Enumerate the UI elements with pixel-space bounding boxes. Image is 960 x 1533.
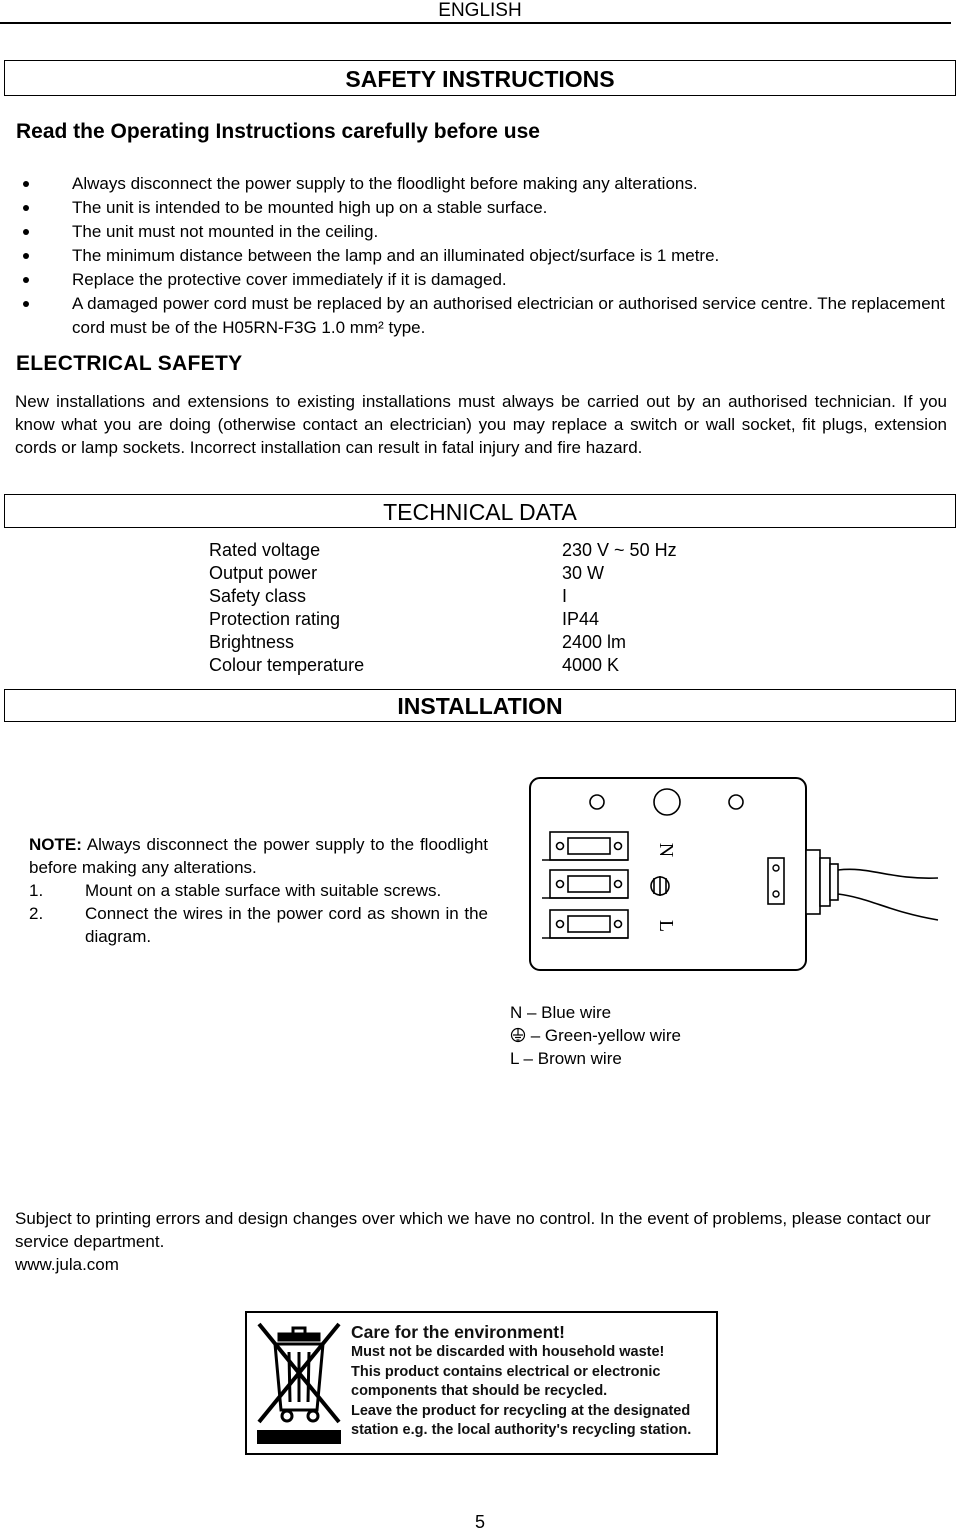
table-row: Colour temperature 4000 K	[209, 655, 620, 675]
technical-title-box	[4, 494, 956, 528]
earth-symbol-icon	[510, 1027, 526, 1043]
installation-title-box	[4, 689, 956, 722]
safety-title-box	[4, 60, 956, 96]
power-cord	[838, 869, 938, 878]
list-item: The unit is intended to be mounted high up on a stable surface.	[20, 196, 950, 220]
safety-subtitle: Read the Operating Instructions carefully before use	[16, 120, 540, 143]
list-item: 1. Mount on a stable surface with suitable screws.	[29, 881, 442, 900]
table-row: Brightness 2400 lm	[209, 632, 627, 652]
bullet-icon	[23, 277, 29, 283]
technical-title: TECHNICAL DATA	[383, 499, 577, 525]
list-item: 2. Connect the wires in the power cord as shown in the diagram.	[29, 904, 488, 946]
terminal-label-l: L	[655, 919, 677, 933]
list-item: Replace the protective cover immediately if it is damaged.	[20, 268, 950, 292]
crossed-bin-icon	[253, 1318, 345, 1448]
electrical-safety-title: ELECTRICAL SAFETY	[16, 352, 243, 375]
disclaimer	[15, 1207, 950, 1276]
bullet-icon	[23, 229, 29, 235]
note-label: NOTE:	[29, 835, 82, 854]
table-row: Output power 30 W	[209, 563, 605, 583]
list-item: A damaged power cord must be replaced by an authorised electrician or authorised service centre. The replacement cord must be of the H05RN-F3G 1.0 mm² type.	[20, 292, 950, 340]
bullet-icon	[23, 301, 29, 307]
wiring-diagram	[520, 770, 940, 990]
electrical-safety-text: New installations and extensions to existing installations must always be carried out by an authorised technician. If you know what you are doing (otherwise contact an electrician) you may replace a switch or wall socket, fit plugs, extension cords or lamp sockets. Incorrect installation can result in fatal injury and fire hazard.	[15, 392, 947, 457]
legend-item: L – Brown wire	[510, 1049, 622, 1068]
header-rule	[0, 22, 951, 24]
list-item: The minimum distance between the lamp and an illuminated object/surface is 1 metre.	[20, 244, 950, 268]
table-row: Protection rating IP44	[209, 609, 600, 629]
legend-item: N – Blue wire	[510, 1003, 612, 1022]
page-number: 5	[474, 1512, 485, 1532]
terminal-label-n: N	[655, 842, 677, 858]
cable-gland	[806, 850, 838, 914]
safety-title: SAFETY INSTRUCTIONS	[345, 66, 615, 92]
environment-title: Care for the environment!	[351, 1322, 565, 1342]
installation-title: INSTALLATION	[397, 693, 563, 719]
bullet-icon	[23, 205, 29, 211]
website-link[interactable]: www.jula.com	[15, 1255, 119, 1274]
environment-text: Care for the environment! Must not be discarded with household waste! This product contains electrical or electronic components that should be recycled. Leave the product for recycling at the designated station e.g. the local authority's recycling station.	[351, 1321, 711, 1441]
legend-item: – Green-yellow wire	[510, 1024, 681, 1047]
list-item: The unit must not mounted in the ceiling.	[20, 220, 950, 244]
wire-legend	[510, 1001, 681, 1070]
list-item: Always disconnect the power supply to the floodlight before making any alterations.	[20, 172, 950, 196]
installation-notes	[29, 833, 488, 948]
table-row: Rated voltage 230 V ~ 50 Hz	[209, 540, 677, 560]
bullet-icon	[23, 253, 29, 259]
technical-table	[209, 539, 729, 677]
bullet-icon	[23, 181, 29, 187]
note-paragraph	[29, 833, 488, 879]
safety-list	[20, 172, 950, 340]
disclaimer-text: Subject to printing errors and design changes over which we have no control. In the event of problems, please contact our service department.	[15, 1209, 931, 1251]
earth-symbol-icon	[651, 876, 669, 896]
note-text: Always disconnect the power supply to the floodlight before making any alterations.	[29, 835, 488, 877]
table-row: Safety class I	[209, 586, 568, 606]
language-header: ENGLISH	[438, 0, 522, 21]
